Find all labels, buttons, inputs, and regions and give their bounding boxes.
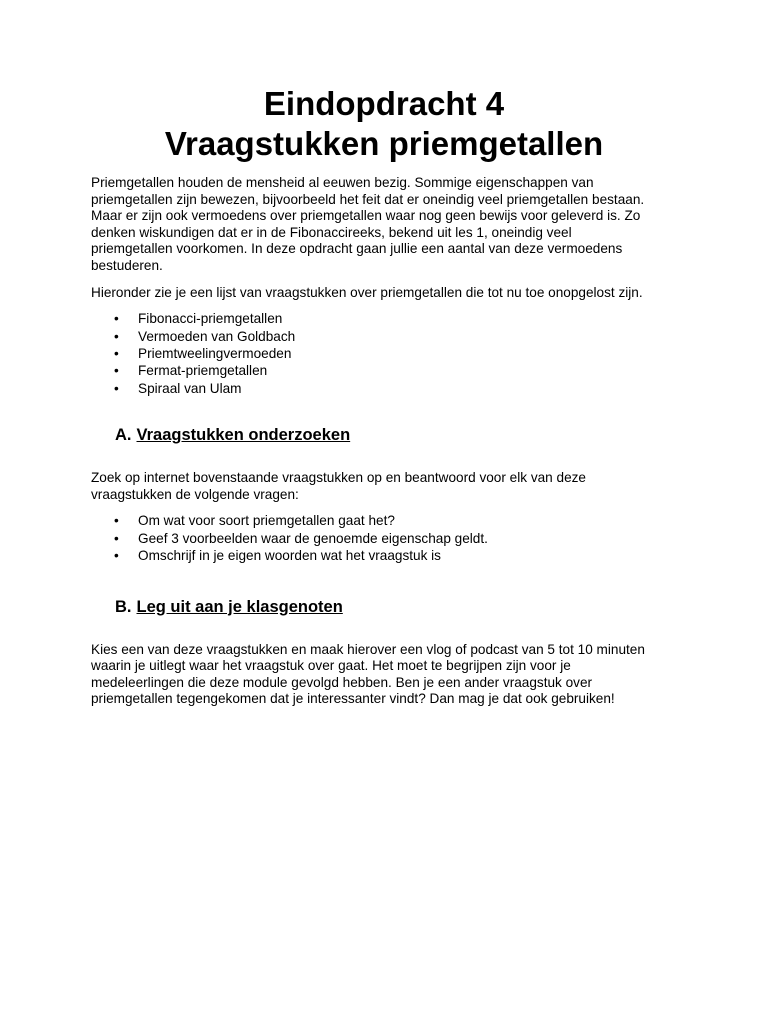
list-item [91,547,681,564]
list-item-label: Fermat-priemgetallen [138,363,268,379]
bullet-icon: • [114,530,119,546]
list-intro-paragraph: Hieronder zie je een lijst van vraagstukken over priemgetallen die tot nu toe onopgelost zijn. [91,284,643,300]
section-a-title: Vraagstukken onderzoeken [136,426,351,445]
list-item-label: Fibonacci-priemgetallen [138,311,283,327]
document-page [91,84,681,708]
section-b-title: Leg uit aan je klasgenoten [136,597,343,616]
title-line-1: Eindopdracht 4 [263,85,505,122]
section-b-paragraph [91,642,681,708]
bullet-icon: • [114,363,119,379]
list-item [91,512,681,529]
bullet-icon: • [114,513,119,529]
intro-line: bestuderen. [91,257,163,273]
section-b-line: priemgetallen tegengekomen dat je interessanter vindt? Dan mag je dat ook gebruiken! [91,691,615,707]
section-a-letter: A. [115,426,132,445]
list-item-label: Priemtweelingvermoeden [138,345,292,361]
section-b-letter: B. [115,597,132,616]
list-item [91,380,681,397]
intro-line: Maar er zijn ook vermoedens over priemgetallen waar nog geen bewijs voor geleverd is. Zo [91,208,641,224]
list-item [91,362,681,379]
list-item-label: Omschrijf in je eigen woorden wat het vraagstuk is [138,548,441,564]
list-item [91,310,681,327]
bullet-icon: • [114,380,119,396]
section-a-paragraph [91,470,681,503]
section-b-line: waarin je uitlegt waar het vraagstuk over gaat. Het moet te begrijpen zijn voor je [91,658,571,674]
bullet-icon: • [114,548,119,564]
section-a-line: vraagstukken de volgende vragen: [91,486,299,502]
bullet-icon: • [114,328,119,344]
list-item-label: Spiraal van Ulam [138,380,242,396]
intro-line: priemgetallen voorkomen. In deze opdracht gaan jullie een aantal van deze vermoedens [91,241,623,257]
section-a-heading [91,425,681,445]
title-line-2: Vraagstukken priemgetallen [164,125,604,162]
list-item-label: Vermoeden van Goldbach [138,328,296,344]
list-item-label: Om wat voor soort priemgetallen gaat het? [138,513,395,529]
section-b-line: medeleerlingen die deze module gevolgd hebben. Ben je een ander vraagstuk over [91,674,593,690]
bullet-icon: • [114,311,119,327]
question-list [91,512,681,564]
list-item [91,345,681,362]
section-b-line: Kies een van deze vraagstukken en maak hierover een vlog of podcast van 5 tot 10 minuten [91,641,645,657]
list-item-label: Geef 3 voorbeelden waar de genoemde eigenschap geldt. [138,530,488,546]
intro-line: denken wiskundigen dat er in de Fibonaccireeks, bekend uit les 1, oneindig veel [91,224,572,240]
list-item [91,530,681,547]
list-item [91,328,681,345]
section-a-line: Zoek op internet bovenstaande vraagstukken op en beantwoord voor elk van deze [91,470,586,486]
bullet-icon: • [114,345,119,361]
intro-paragraph [91,175,681,275]
intro-line: priemgetallen zijn bewezen, bijvoorbeeld het feit dat er oneindig veel priemgetallen bestaan. [91,191,645,207]
problem-list [91,310,681,397]
section-b-heading [91,597,681,617]
intro-line: Priemgetallen houden de mensheid al eeuwen bezig. Sommige eigenschappen van [91,175,594,190]
page-title [91,84,677,164]
